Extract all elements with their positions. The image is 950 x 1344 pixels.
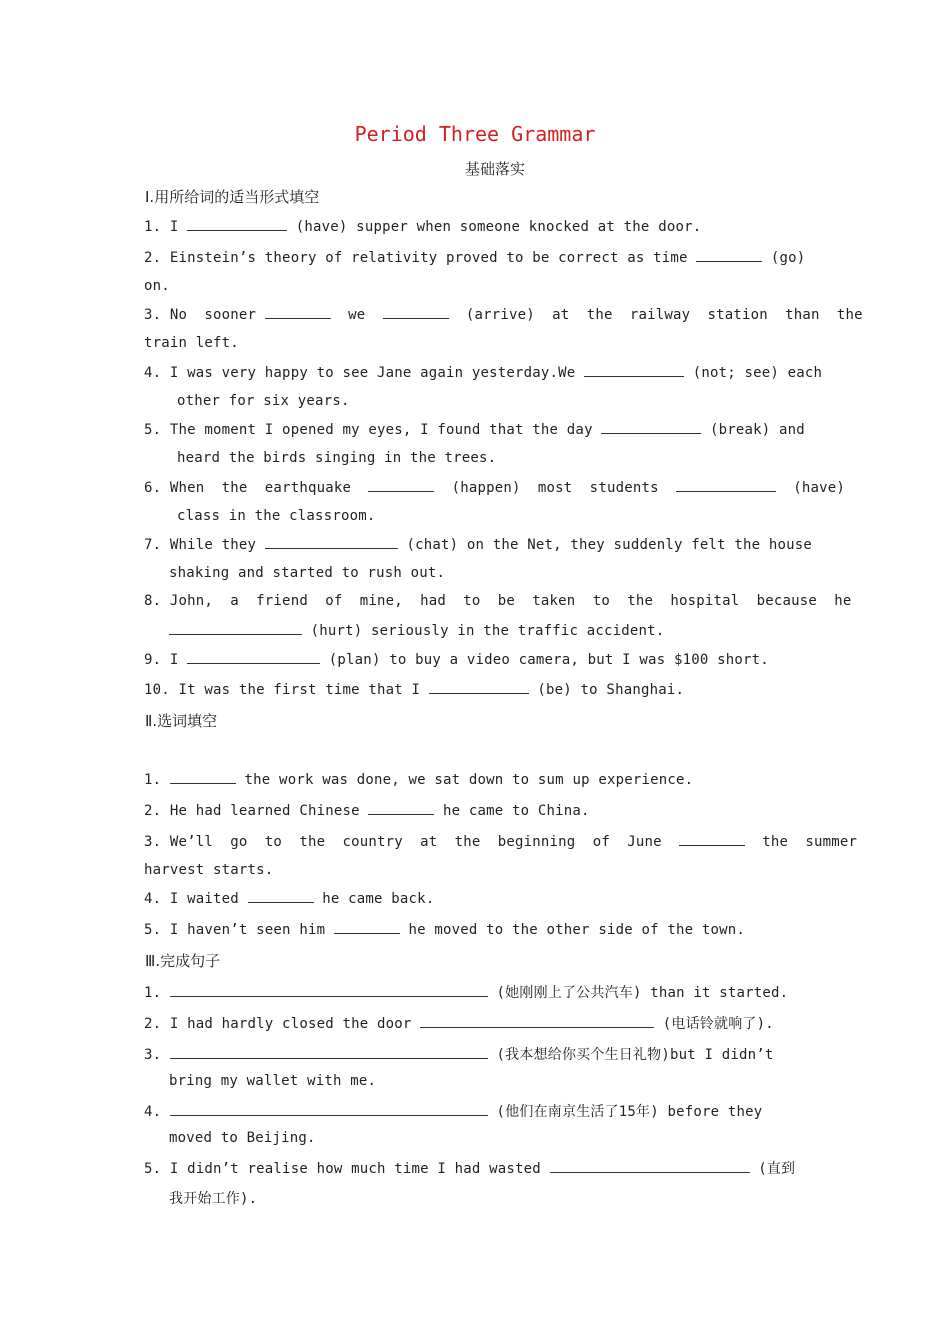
exercise-3-3-cont: bring my wallet with me. xyxy=(169,1073,377,1089)
answer-blank[interactable] xyxy=(696,249,762,262)
exercise-1-4-cont: other for six years. xyxy=(177,393,350,409)
answer-blank[interactable] xyxy=(170,1103,488,1116)
answer-blank[interactable] xyxy=(383,306,449,319)
answer-blank[interactable] xyxy=(368,802,434,815)
exercise-1-7: 7. While they (chat) on the Net, they suddenly felt the house xyxy=(144,537,813,553)
page-subtitle: 基础落实 xyxy=(464,160,525,178)
exercise-1-8-cont: (hurt) seriously in the traffic accident. xyxy=(169,622,809,639)
exercise-1-1: 1. I (have) supper when someone knocked at the door. xyxy=(144,219,702,235)
answer-blank[interactable] xyxy=(170,771,236,784)
exercise-3-1: 1. (她刚刚上了公共汽车) than it started. xyxy=(144,985,789,1001)
answer-blank[interactable] xyxy=(429,681,529,694)
answer-blank[interactable] xyxy=(170,1046,488,1059)
answer-blank[interactable] xyxy=(584,364,684,377)
exercise-1-3-cont: train left. xyxy=(144,335,239,351)
exercise-2-2: 2. He had learned Chinese he came to China. xyxy=(144,803,590,819)
exercise-3-3: 3. (我本想给你买个生日礼物)but I didn’t xyxy=(144,1047,774,1063)
answer-blank[interactable] xyxy=(550,1160,750,1173)
exercise-1-3: 3. No sooner we (arrive) at the railway station than the xyxy=(144,307,863,323)
answer-blank[interactable] xyxy=(601,421,701,434)
answer-blank[interactable] xyxy=(265,536,398,549)
exercise-1-9: 9. I (plan) to buy a video camera, but I was $100 short. xyxy=(144,652,769,668)
answer-blank[interactable] xyxy=(248,890,314,903)
answer-blank[interactable] xyxy=(420,1015,654,1028)
exercise-1-7-cont: shaking and started to rush out. xyxy=(169,565,446,581)
answer-blank[interactable] xyxy=(676,479,776,492)
exercise-1-6: 6. When the earthquake (happen) most students (have) xyxy=(144,480,846,496)
exercise-1-10: 10. It was the first time that I (be) to Shanghai. xyxy=(144,682,685,698)
exercise-1-5-cont: heard the birds singing in the trees. xyxy=(177,450,497,466)
exercise-3-5-cont: 我开始工作). xyxy=(169,1191,258,1207)
answer-blank[interactable] xyxy=(170,984,488,997)
exercise-3-2: 2. I had hardly closed the door (电话铃就响了). xyxy=(144,1016,774,1032)
exercise-1-2: 2. Einstein’s theory of relativity proved to be correct as time (go) xyxy=(144,250,806,266)
answer-blank[interactable] xyxy=(187,651,320,664)
exercise-2-5: 5. I haven’t seen him he moved to the other side of the town. xyxy=(144,922,746,938)
exercise-3-4: 4. (他们在南京生活了15年) before they xyxy=(144,1104,763,1120)
page-title: Period Three Grammar xyxy=(354,122,596,146)
section-heading-1: Ⅰ.用所给词的适当形式填空 xyxy=(145,188,320,206)
answer-blank[interactable] xyxy=(187,218,287,231)
answer-blank[interactable] xyxy=(169,622,302,635)
exercise-1-4: 4. I was very happy to see Jane again yesterday.We (not; see) each xyxy=(144,365,823,381)
exercise-2-3-cont: harvest starts. xyxy=(144,862,274,878)
exercise-1-2-cont: on. xyxy=(144,278,170,294)
section-heading-2: Ⅱ.选词填空 xyxy=(145,712,218,730)
answer-blank[interactable] xyxy=(265,306,331,319)
exercise-2-4: 4. I waited he came back. xyxy=(144,891,435,907)
answer-blank[interactable] xyxy=(334,921,400,934)
exercise-3-5: 5. I didn’t realise how much time I had wasted (直到 xyxy=(144,1161,796,1177)
section-heading-3: Ⅲ.完成句子 xyxy=(145,952,221,970)
exercise-3-4-cont: moved to Beijing. xyxy=(169,1130,316,1146)
exercise-1-5: 5. The moment I opened my eyes, I found that the day (break) and xyxy=(144,422,805,438)
exercise-2-3: 3. We’ll go to the country at the beginning of June the summer xyxy=(144,834,858,850)
answer-blank[interactable] xyxy=(368,479,434,492)
exercise-1-6-cont: class in the classroom. xyxy=(177,508,376,524)
exercise-1-8: 8. John, a friend of mine, had to be taken to the hospital because he xyxy=(144,593,852,609)
answer-blank[interactable] xyxy=(679,833,745,846)
exercise-2-1: 1. the work was done, we sat down to sum up experience. xyxy=(144,772,694,788)
